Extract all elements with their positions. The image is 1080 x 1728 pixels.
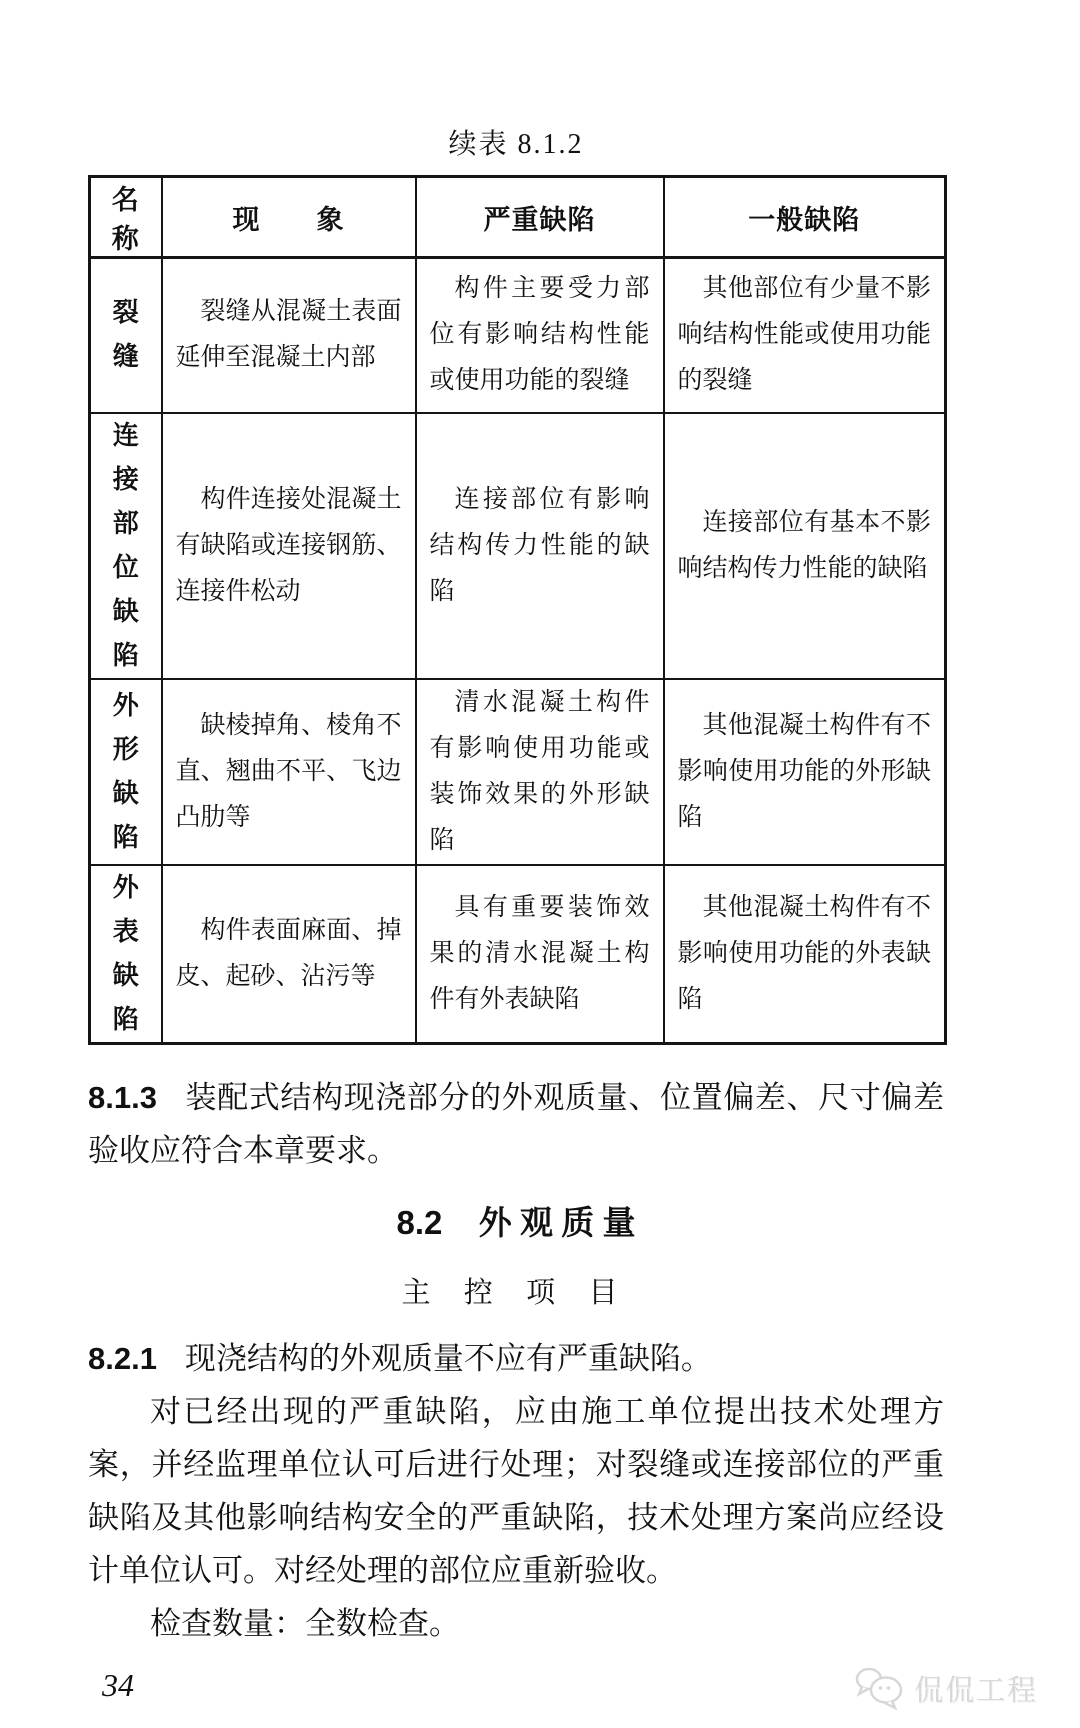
column-header-general-defect: 一般缺陷: [664, 177, 946, 258]
cell-general-defect: 其他混凝土构件有不影响使用功能的外表缺陷: [664, 865, 946, 1044]
clause-text: 现浇结构的外观质量不应有严重缺陷。: [184, 1340, 712, 1376]
page-number: 34: [102, 1666, 134, 1703]
row-name: 连接部位缺陷: [90, 413, 162, 679]
row-name: 裂缝: [90, 258, 162, 413]
cell-general-defect: 其他部位有少量不影响结构性能或使用功能的裂缝: [664, 258, 946, 413]
document-page: [0, 128, 1080, 1728]
column-header-serious-defect: 严重缺陷: [416, 177, 664, 258]
cell-serious-defect: 具有重要装饰效果的清水混凝土构件有外表缺陷: [416, 865, 664, 1044]
cell-serious-defect: 构件主要受力部位有影响结构性能或使用功能的裂缝: [416, 258, 664, 413]
table-caption: 续表 8.1.2: [448, 129, 584, 160]
section-8-2-1: [88, 1332, 944, 1385]
watermark: [854, 1666, 1038, 1710]
cell-serious-defect: 清水混凝土构件有影响使用功能或装饰效果的外形缺陷: [416, 679, 664, 865]
cell-general-defect: 其他混凝土构件有不影响使用功能的外形缺陷: [664, 679, 946, 865]
wechat-chat-bubbles-icon: [854, 1666, 906, 1710]
paragraph-treatment-requirements: 对已经出现的严重缺陷，应由施工单位提出技术处理方案，并经监理单位认可后进行处理；对裂缝或连接部位的严重缺陷及其他影响结构安全的严重缺陷，技术处理方案尚应经设计单位认可。对经处理的部位应重新验收。: [88, 1393, 944, 1588]
watermark-text: 侃侃工程: [913, 1674, 1038, 1707]
paragraph-inspection-quantity: 检查数量：全数检查。: [150, 1605, 460, 1641]
heading-number: 8.2: [396, 1203, 443, 1241]
subheading-main-control-items: 主 控 项 目: [401, 1276, 631, 1309]
column-header-name: 名称: [90, 177, 162, 258]
cell-phenomenon: 构件连接处混凝土有缺陷或连接钢筋、连接件松动: [162, 413, 416, 679]
table-row-shape-defect: [90, 679, 946, 865]
cell-phenomenon: 缺棱掉角、棱角不直、翘曲不平、飞边凸肋等: [162, 679, 416, 865]
page-content: [88, 128, 944, 1704]
cell-phenomenon: 裂缝从混凝土表面延伸至混凝土内部: [162, 258, 416, 413]
defects-table: [88, 175, 947, 1045]
table-row-cracks: [90, 258, 946, 413]
table-row-surface-defect: [90, 865, 946, 1044]
heading-title: 外 观 质 量: [478, 1205, 636, 1242]
clause-text: 装配式结构现浇部分的外观质量、位置偏差、尺寸偏差验收应符合本章要求。: [88, 1079, 944, 1168]
cell-general-defect: 连接部位有基本不影响结构传力性能的缺陷: [664, 413, 946, 679]
table-row-connection-defect: [90, 413, 946, 679]
clause-number: 8.1.3: [88, 1079, 157, 1115]
column-header-phenomenon: 现 象: [162, 177, 416, 258]
cell-phenomenon: 构件表面麻面、掉皮、起砂、沾污等: [162, 865, 416, 1044]
row-name: 外表缺陷: [90, 865, 162, 1044]
clause-number: 8.2.1: [88, 1340, 157, 1376]
section-8-1-3: [88, 1071, 944, 1177]
row-name: 外形缺陷: [90, 679, 162, 865]
section-heading-8-2: [88, 1203, 944, 1244]
cell-serious-defect: 连接部位有影响结构传力性能的缺陷: [416, 413, 664, 679]
table-header-row: [90, 177, 946, 258]
